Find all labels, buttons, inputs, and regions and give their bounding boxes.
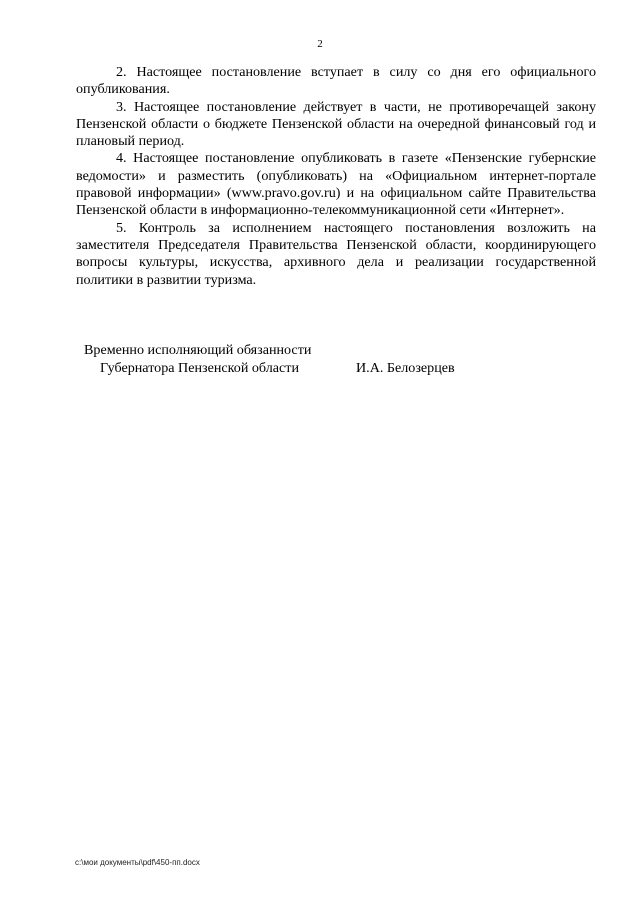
page-number: 2	[317, 38, 323, 50]
paragraph-5: 5. Контроль за исполнением настоящего постановления возложить на заместителя Председателя Правительства Пензенской области, координирующего вопросы культуры, искусства, архивного дела и реализации государственной политики в развитии туризма.	[76, 219, 596, 288]
paragraph-4: 4. Настоящее постановление опубликовать в газете «Пензенские губернские ведомости» и разместить (опубликовать) на «Официальном интернет-портале правовой информации» (www.pravo.gov.ru) и на официальном сайте Правительства Пензенской области в информационно-телекоммуникационной сети «Интернет».	[76, 150, 596, 219]
signatory-row	[84, 359, 564, 377]
paragraph-3: 3. Настоящее постановление действует в части, не противоречащей закону Пензенской области о бюджете Пензенской области на очередной финансовый год и плановый период.	[76, 98, 596, 150]
document-body	[76, 64, 596, 289]
signatory-position-line1: Временно исполняющий обязанности	[84, 342, 312, 358]
footer-file-path: c:\мои документы\pdf\450-пп.docx	[75, 858, 200, 867]
signatory-position-line2: Губернатора Пензенской области	[100, 360, 299, 376]
signatory-name: И.А. Белозерцев	[356, 360, 455, 376]
paragraph-2: 2. Настоящее постановление вступает в силу со дня его официального опубликования.	[76, 64, 596, 98]
signature-block	[84, 341, 564, 377]
